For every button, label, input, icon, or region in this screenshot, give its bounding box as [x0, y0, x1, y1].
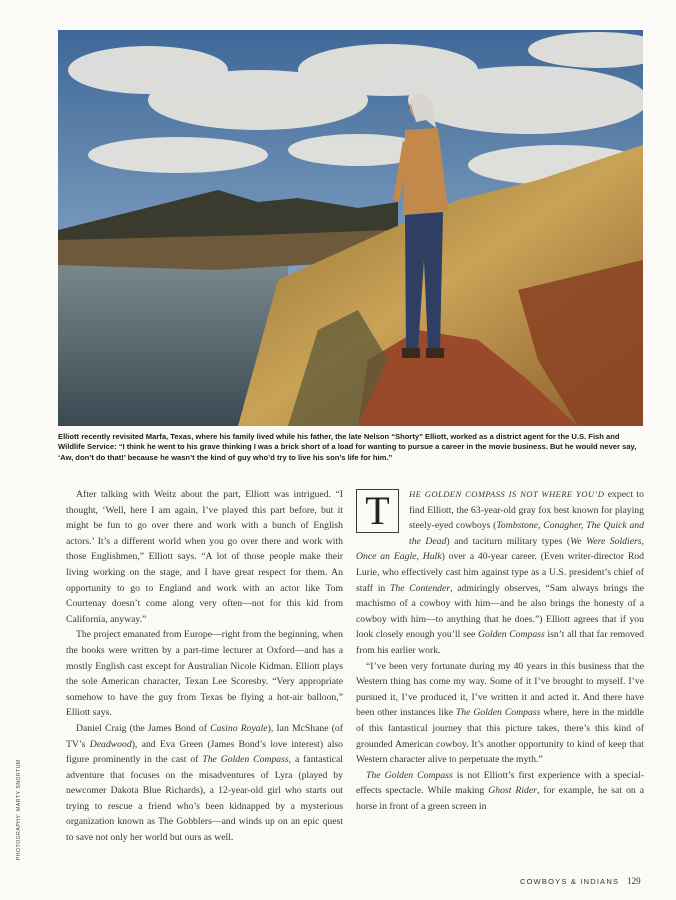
body-paragraph: The Golden Compass is not Elliott’s first experience with a special-effects spectacle. While making Ghost Rider, for example, he sat on a horse in front of a green screen in [356, 769, 644, 812]
photo-caption: Elliott recently revisited Marfa, Texas, where his family lived while his father, the late Nelson “Shorty” Elliott, worked as a district agent for the U.S. Fish and Wildlife Service: “I think he went to his grave thinking I was a brick short of a load for wanting to pursue a career in the movie business. But he would never say, ‘Aw, don’t do that!’ because he wasn’t the kind of guy who’d try to live his son’s life for him.” [58, 432, 637, 462]
cloudy-sky [68, 32, 643, 185]
page-number: 129 [627, 876, 641, 886]
body-paragraph: Daniel Craig (the James Bond of Casino Royale), Ian McShane (of TV’s Deadwood), and Eva Green (James Bond’s love interest) also figure prominently in the cast of The Golden Compass, a fantastical adventure that focuses on the misadventures of Lyra (played by newcomer Dakota Blue Richards), a 12-year-old girl who starts out trying to rescue a friend who’s been kidnapped by a mysterious organization known as The Gobblers—and winds up on an epic quest to save not only her world but ours as well. [66, 722, 343, 844]
photo-credit: PHOTOGRAPHY: MARTY SNORTUM [16, 759, 22, 860]
lead-in-text: HE GOLDEN COMPASS IS NOT WHERE YOU’D [409, 489, 605, 499]
right-column [356, 487, 644, 814]
body-paragraph: After talking with Weitz about the part, Elliott was intrigued. “I thought, ‘Well, here I am again, I’ve played this part before, but it might be fun to go over there and work with a bunch of English actors.’ It’s a different world when you go over there and work with those Englishmen,” Elliott says. “A lot of those people make their living working on the stage, and I have great respect for them. An opportunity to go to England and work with an actor like Tom Courtenay doesn’t come along very often—not for this kid from California, anyway.” [66, 489, 343, 625]
feature-photo [58, 30, 643, 426]
magazine-name: COWBOYS & INDIANS [520, 877, 620, 886]
photo-scene [58, 30, 643, 426]
page-footer [520, 876, 641, 886]
drop-cap: T [356, 489, 399, 533]
body-paragraph: “I’ve been very fortunate during my 40 years in this business that the Western thing has come my way. Some of it I’ve brought to myself. I’ve pursued it, I’ve produced it, I’ve written it and acted it. And there have been other instances like The Golden Compass where, here in the middle of this fantastical journey that this picture takes, there’s this kind of grounded American cowboy. It’s another opportunity to kind of keep that Western character alive to perpetuate the myth.” [356, 660, 644, 766]
lead-paragraph: HE GOLDEN COMPASS IS NOT WHERE YOU’D expect to find Elliott, the 63-year-old gray fox best known for playing steely-eyed cowboys (Tombstone, Conagher, The Quick and the Dead) and taciturn military types (We Were Soldiers, Once an Eagle, Hulk) over a 40-year career. (Even writer-director Rod Lurie, who effectively cast him against type as a U.S. president’s chief of staff in The Contender, admiringly observes, “Sam always brings the machismo of a cowboy with him—and he also brings the honesty of a cowboy with him—to anything that he does.”) Elliott agrees that if you look closely enough you’ll see Golden Compass isn’t all that far removed from his earlier work. [356, 489, 644, 656]
body-paragraph: The project emanated from Europe—right from the beginning, when the books were written by a part-time lecturer at Oxford—and has a mostly English cast except for Australian Nicole Kidman. Elliott plays the sole American character, Texan Lee Scoresby. “Very appropriate somehow to have the guy from Texas be flying a hot-air balloon,” Elliott says. [66, 629, 343, 719]
left-column [66, 487, 343, 846]
title-deadwood: Deadwood [89, 738, 132, 750]
title-golden-compass: The Golden Compass [202, 754, 289, 766]
title-casino-royale: Casino Royale [210, 722, 268, 734]
